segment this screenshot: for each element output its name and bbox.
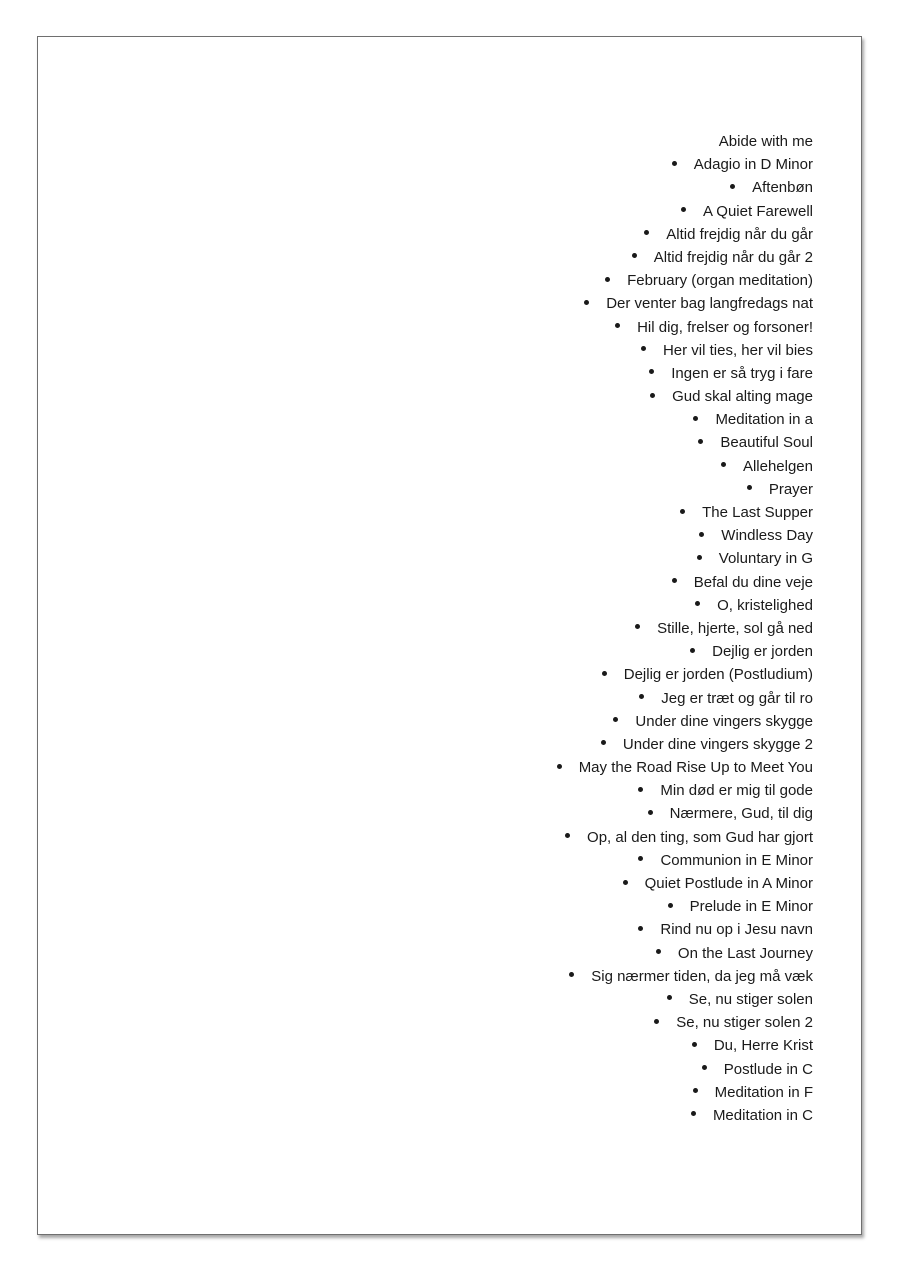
list-item-text: A Quiet Farewell — [702, 202, 813, 220]
bullet-icon — [656, 949, 661, 954]
list-item — [557, 1011, 813, 1034]
list-item-text: Jeg er træt og går til ro — [661, 689, 813, 707]
list-item — [557, 1081, 813, 1104]
bullet-icon — [668, 903, 673, 908]
bullet-icon — [615, 323, 620, 328]
list-item — [557, 779, 813, 802]
list-item-text: O, kristelighed — [717, 596, 813, 614]
list-item-text: Under dine vingers skygge 2 — [622, 735, 813, 753]
list-item — [557, 385, 813, 408]
bullet-icon — [584, 300, 589, 305]
list-item — [557, 710, 813, 733]
list-item-text: Ingen er så tryg i fare — [671, 364, 813, 382]
list-item-text: The Last Supper — [702, 504, 813, 521]
bullet-icon — [681, 207, 686, 212]
list-item — [557, 663, 813, 686]
bullet-icon — [698, 439, 703, 444]
bullet-icon — [667, 995, 672, 1000]
list-item — [557, 965, 813, 988]
list-item — [557, 408, 813, 431]
list-item-text: Sig nærmer tiden, da jeg må væk — [591, 967, 813, 985]
bullet-icon — [697, 555, 702, 560]
list-item — [557, 547, 813, 570]
bullet-icon — [605, 277, 610, 282]
list-item-text: Altid frejdig når du går 2 — [653, 248, 813, 266]
list-item-text: Hil dig, frelser og forsoner! — [637, 318, 813, 336]
list-item-text: February (organ meditation) — [627, 272, 813, 290]
list-item — [557, 501, 813, 524]
list-item-text: Prayer — [768, 480, 813, 498]
list-item — [557, 571, 813, 594]
list-item — [557, 339, 813, 362]
bullet-icon — [747, 485, 752, 490]
list-item — [557, 362, 813, 385]
list-item — [557, 455, 813, 478]
list-item-text: Meditation in a — [715, 411, 813, 429]
bullet-icon — [632, 253, 637, 258]
list-item — [557, 872, 813, 895]
list-item-text: Under dine vingers skygge — [635, 712, 813, 730]
list-item-text: Allehelgen — [742, 457, 813, 475]
list-item-text: Dejlig er jorden — [712, 643, 813, 661]
list-item-text: Aftenbøn — [752, 179, 813, 197]
bullet-icon — [649, 369, 654, 374]
list-item-text: Rind nu op i Jesu navn — [660, 921, 813, 939]
bullet-icon — [557, 764, 562, 769]
list-item — [557, 478, 813, 501]
list-item-text: Nærmere, Gud, til dig — [669, 805, 813, 823]
list-item — [557, 246, 813, 269]
bullet-icon — [693, 416, 698, 421]
bullet-icon — [639, 694, 644, 699]
list-item — [557, 176, 813, 199]
bullet-icon — [730, 184, 735, 189]
bullet-icon — [565, 833, 570, 838]
bullet-icon — [638, 856, 643, 861]
list-item-text: Windless Day — [721, 527, 813, 545]
list-item-text: Postlude in C — [723, 1060, 813, 1078]
bullet-icon — [602, 671, 607, 676]
list-item-text: Befal du dine veje — [693, 573, 813, 591]
bullet-icon — [693, 1088, 698, 1093]
bullet-icon — [695, 601, 700, 606]
bullet-icon — [691, 1111, 696, 1116]
bullet-icon — [569, 972, 574, 977]
bullet-icon — [680, 509, 685, 514]
list-item-text: Altid frejdig når du går — [666, 225, 813, 243]
bullet-icon — [638, 926, 643, 931]
track-list — [557, 153, 813, 1127]
list-item — [557, 640, 813, 663]
list-item — [557, 292, 813, 315]
bullet-icon — [601, 740, 606, 745]
list-item-text: Gud skal alting mage — [672, 388, 813, 406]
list-item — [557, 594, 813, 617]
list-item — [557, 942, 813, 965]
list-item-text: Quiet Postlude in A Minor — [644, 875, 813, 892]
list-item-text: Stille, hjerte, sol gå ned — [657, 619, 813, 637]
bullet-icon — [654, 1019, 659, 1024]
bullet-icon — [623, 880, 628, 885]
bullet-icon — [702, 1065, 707, 1070]
list-item — [557, 524, 813, 547]
bullet-icon — [672, 161, 677, 166]
list-item-text: Prelude in E Minor — [689, 898, 813, 916]
bullet-icon — [699, 532, 704, 537]
list-item-text: Adagio in D Minor — [693, 156, 813, 174]
list-item — [557, 1104, 813, 1127]
list-item-text: Min død er mig til gode — [660, 782, 813, 800]
list-item — [557, 223, 813, 246]
list-item-text: Meditation in F — [714, 1083, 813, 1101]
bullet-icon — [635, 624, 640, 629]
list-item-text: Her vil ties, her vil bies — [662, 341, 813, 359]
list-item-text: Du, Herre Krist — [713, 1037, 813, 1055]
list-item — [557, 617, 813, 640]
list-item-text: Beautiful Soul — [720, 434, 813, 452]
list-item — [557, 687, 813, 710]
list-item — [557, 988, 813, 1011]
bullet-icon — [644, 230, 649, 235]
track-list-container — [557, 130, 813, 1127]
list-item — [557, 918, 813, 941]
list-item — [557, 733, 813, 756]
list-item-text: Meditation in C — [712, 1106, 813, 1124]
list-item-text: Op, al den ting, som Gud har gjort — [587, 828, 813, 846]
document-page — [37, 36, 862, 1235]
list-item — [557, 1058, 813, 1081]
list-heading: Abide with me — [718, 133, 813, 150]
list-item-text: Voluntary in G — [718, 550, 813, 568]
list-item — [557, 802, 813, 825]
list-item — [557, 200, 813, 223]
bullet-icon — [613, 717, 618, 722]
list-item — [557, 1034, 813, 1057]
list-item — [557, 153, 813, 176]
list-item-text: May the Road Rise Up to Meet You — [578, 759, 813, 777]
list-item — [557, 895, 813, 918]
bullet-icon — [641, 346, 646, 351]
bullet-icon — [721, 462, 726, 467]
list-item-text: Communion in E Minor — [660, 851, 813, 869]
list-item-text: Dejlig er jorden (Postludium) — [623, 666, 813, 684]
bullet-icon — [648, 810, 653, 815]
list-item-text: Se, nu stiger solen 2 — [676, 1014, 813, 1032]
list-item — [557, 849, 813, 872]
list-item-text: Se, nu stiger solen — [688, 990, 813, 1008]
list-item-text: On the Last Journey — [677, 944, 813, 962]
list-item — [557, 316, 813, 339]
bullet-icon — [638, 787, 643, 792]
bullet-icon — [692, 1042, 697, 1047]
bullet-icon — [650, 393, 655, 398]
list-item — [557, 269, 813, 292]
list-item — [557, 431, 813, 454]
list-item — [557, 826, 813, 849]
bullet-icon — [672, 578, 677, 583]
list-item-text: Der venter bag langfredags nat — [606, 295, 813, 313]
list-item — [557, 756, 813, 779]
bullet-icon — [690, 648, 695, 653]
